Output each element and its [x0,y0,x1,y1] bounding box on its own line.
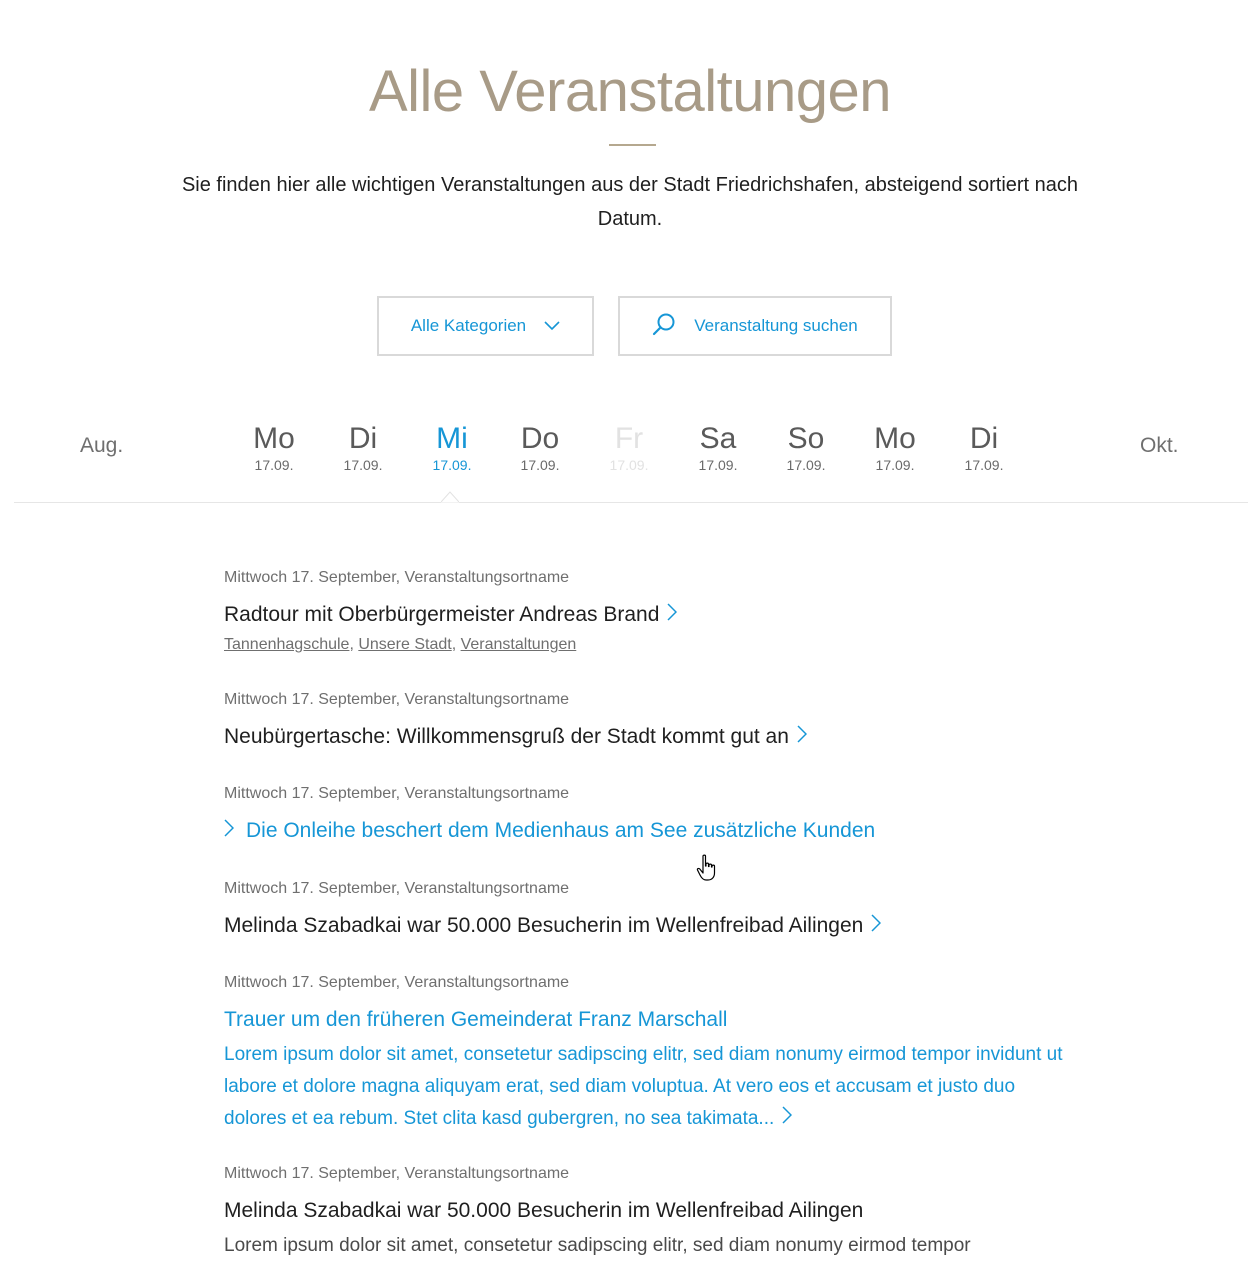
category-dropdown[interactable] [377,296,594,356]
day-date: 17.09. [786,457,826,473]
event-title-text: Melinda Szabadkai war 50.000 Besucherin im Wellenfreibad Ailingen [224,914,864,937]
day-name: Sa [699,422,737,455]
calendar-divider [14,502,1248,503]
event-title-text: Neubürgertasche: Willkommensgruß der Stadt kommt gut an [224,725,789,748]
event-meta: Mittwoch 17. September, Veranstaltungsortname [224,880,570,897]
event-meta: Mittwoch 17. September, Veranstaltungsortname [224,974,570,991]
event-title-link-hovered[interactable] [224,819,875,843]
day-name: Do [520,422,560,455]
day-tab-disabled [589,420,669,472]
chevron-right-icon [797,725,807,749]
day-name: Mi [436,422,468,455]
title-divider [609,144,656,146]
event-search-button[interactable] [618,296,892,356]
event-title-text: Radtour mit Oberbürgermeister Andreas Brand [224,603,660,626]
chevron-right-icon [871,914,881,938]
event-tags: Tannenhagschule, Unsere Stadt, Veranstaltungen [224,636,577,653]
chevron-right-icon [667,603,677,627]
day-date: 17.09. [520,457,560,473]
day-date: 17.09. [964,457,1004,473]
chevron-right-icon [224,819,234,843]
day-date: 17.09. [432,457,472,473]
day-name: Mo [874,422,916,455]
day-tab-active[interactable] [412,420,492,472]
chevron-down-icon [544,316,560,336]
day-name: Mo [253,422,295,455]
page-intro: Sie finden hier alle wichtigen Veranstaltungen aus der Stadt Friedrichshafen, absteigend sortiert nach Datum. [181,174,1079,230]
event-teaser-text: Lorem ipsum dolor sit amet, consetetur sadipscing elitr, sed diam nonumy eirmod tempor invidunt ut labore et dolore magna aliquyam erat, sed diam voluptua. At vero eos et accusam et justo duo dolores et ea rebum. Stet clita kasd gubergren, no sea takimata... [224,1044,1063,1130]
day-name: Di [969,422,999,455]
active-day-pointer [441,489,459,507]
day-name: So [787,422,825,455]
event-teaser[interactable] [224,1230,1074,1262]
event-title-link[interactable] [224,1199,863,1223]
event-search-label: Veranstaltung suchen [694,316,858,335]
tag-link[interactable]: Veranstaltungen [460,636,577,653]
event-teaser[interactable] [224,1039,1074,1135]
event-title-text: Trauer um den früheren Gemeinderat Franz Marschall [224,1008,728,1031]
event-meta: Mittwoch 17. September, Veranstaltungsortname [224,785,570,802]
event-meta: Mittwoch 17. September, Veranstaltungsortname [224,691,570,708]
previous-month-link[interactable]: Aug. [80,434,124,457]
event-teaser-text: Lorem ipsum dolor sit amet, consetetur sadipscing elitr, sed diam nonumy eirmod tempor [224,1235,971,1256]
day-tab[interactable] [766,420,846,472]
event-title-text: Die Onleihe beschert dem Medienhaus am See zusätzliche Kunden [246,819,876,842]
day-name: Fr [614,422,644,455]
tag-link[interactable]: Tannenhagschule [224,636,350,653]
day-name: Di [348,422,378,455]
day-tab[interactable] [500,420,580,472]
event-meta: Mittwoch 17. September, Veranstaltungsortname [224,569,570,586]
day-date: 17.09. [254,457,294,473]
day-tab[interactable] [323,420,403,472]
day-tab[interactable] [855,420,935,472]
event-title-link[interactable] [224,725,807,749]
event-title-link-hovered[interactable] [224,1008,727,1032]
day-date: 17.09. [875,457,915,473]
day-tab[interactable] [944,420,1024,472]
event-title-link[interactable] [224,603,677,627]
event-title-text: Melinda Szabadkai war 50.000 Besucherin im Wellenfreibad Ailingen [224,1199,864,1222]
category-dropdown-label: Alle Kategorien [410,316,527,335]
day-tab[interactable] [234,420,314,472]
chevron-right-icon [782,1103,792,1135]
day-date: 17.09. [343,457,383,473]
event-title-link[interactable] [224,914,881,938]
day-date: 17.09. [698,457,738,473]
day-tab[interactable] [678,420,758,472]
hand-pointer-icon [696,854,718,882]
tag-link[interactable]: Unsere Stadt [358,636,452,653]
day-date: 17.09. [609,457,649,473]
event-meta: Mittwoch 17. September, Veranstaltungsortname [224,1165,570,1182]
search-icon [652,312,676,341]
page-title: Alle Veranstaltungen [368,59,892,124]
next-month-link[interactable]: Okt. [1140,434,1179,457]
